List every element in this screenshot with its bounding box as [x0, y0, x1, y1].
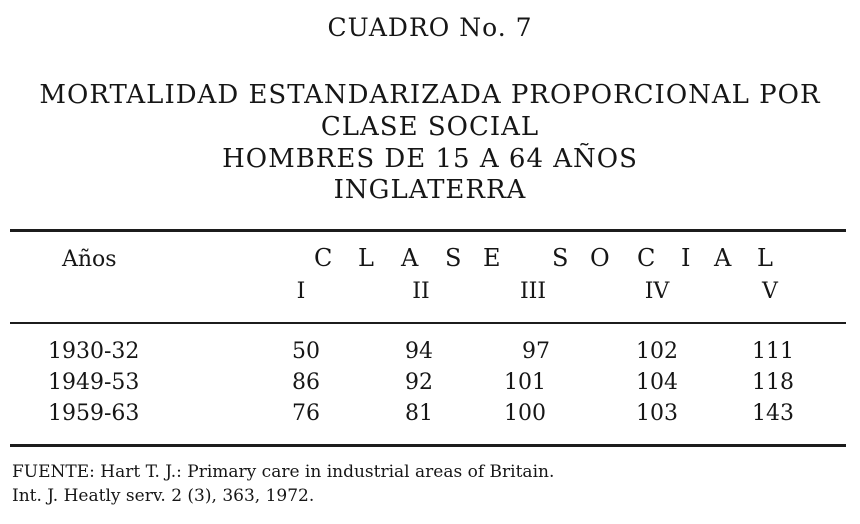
header-letter: E: [483, 244, 501, 272]
cell-value: 118: [752, 370, 794, 395]
header-letter: L: [358, 244, 374, 272]
column-header-V: V: [762, 279, 778, 304]
title-line-1: MORTALIDAD ESTANDARIZADA PROPORCIONAL POR: [39, 80, 821, 110]
footnote-citation: Int. J. Heatly serv. 2 (3), 363, 1972.: [12, 486, 315, 506]
cell-value: 86: [292, 370, 320, 395]
row-year: 1959-63: [48, 401, 140, 426]
cell-value: 101: [504, 370, 546, 395]
cell-value: 81: [405, 401, 433, 426]
cell-value: 111: [752, 339, 794, 364]
table-number: CUADRO No. 7: [327, 13, 533, 42]
cell-value: 104: [636, 370, 678, 395]
row-year: 1949-53: [48, 370, 140, 395]
column-header-III: III: [519, 279, 547, 304]
cell-value: 50: [292, 339, 320, 364]
table-top-rule: [10, 229, 846, 232]
header-letter: C: [637, 244, 656, 272]
column-header-II: II: [412, 279, 430, 304]
cell-value: 76: [292, 401, 320, 426]
cell-value: 102: [636, 339, 678, 364]
cell-value: 100: [504, 401, 546, 426]
header-letter: A: [401, 244, 419, 272]
header-letter: L: [757, 244, 773, 272]
footnote-source: FUENTE: Hart T. J.: Primary care in industrial areas of Britain.: [12, 462, 555, 482]
column-header-IV: IV: [644, 279, 670, 304]
title-line-3: HOMBRES DE 15 A 64 AÑOS: [222, 144, 638, 174]
cell-value: 92: [405, 370, 433, 395]
row-year: 1930-32: [48, 339, 140, 364]
table-header-rule: [10, 322, 846, 324]
cell-value: 94: [405, 339, 433, 364]
header-letter: S: [445, 244, 462, 272]
cell-value: 143: [752, 401, 794, 426]
title-line-4: INGLATERRA: [333, 175, 527, 205]
header-letter: A: [714, 244, 732, 272]
column-header-I: I: [296, 279, 306, 304]
years-header: Años: [62, 247, 117, 272]
header-letter: S: [552, 244, 569, 272]
header-letter: C: [314, 244, 333, 272]
cell-value: 103: [636, 401, 678, 426]
header-letter: I: [681, 244, 691, 272]
header-letter: O: [590, 244, 610, 272]
title-line-2: CLASE SOCIAL: [320, 112, 540, 142]
cell-value: 97: [522, 339, 550, 364]
table-bottom-rule: [10, 444, 846, 447]
